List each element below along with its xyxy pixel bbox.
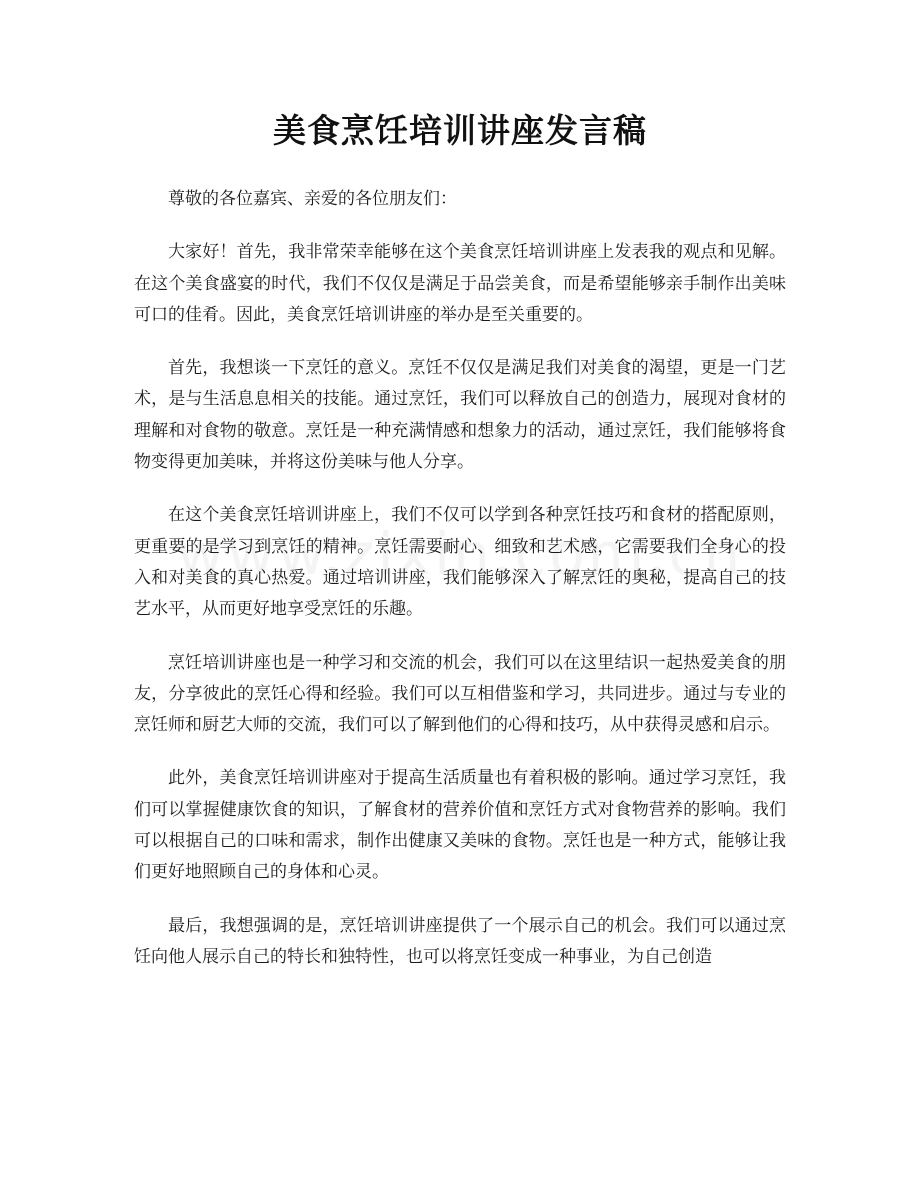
body-paragraph: 在这个美食烹饪培训讲座上，我们不仅可以学到各种烹饪技巧和食材的搭配原则，更重要的是学习到烹饪的精神。烹饪需要耐心、细致和艺术感，它需要我们全身心的投入和对美食的真心热爱。通过培训讲座，我们能够深入了解烹饪的奥秘，提高自己的技艺水平，从而更好地享受烹饪的乐趣。 xyxy=(134,505,786,620)
body-paragraph: 此外，美食烹饪培训讲座对于提高生活质量也有着积极的影响。通过学习烹饪，我们可以掌握健康饮食的知识，了解食材的营养价值和烹饪方式对食物营养的影响。我们可以根据自己的口味和需求，制作出健康又美味的食物。烹饪也是一种方式，能够让我们更好地照顾自己的身体和心灵。 xyxy=(134,768,786,883)
salutation-paragraph: 尊敬的各位嘉宾、亲爱的各位朋友们： xyxy=(168,189,457,209)
document-title: 美食烹饪培训讲座发言稿 xyxy=(273,111,647,150)
body-paragraph: 大家好！首先，我非常荣幸能够在这个美食烹饪培训讲座上发表我的观点和见解。在这个美食盛宴的时代，我们不仅仅是满足于品尝美食，而是希望能够亲手制作出美味可口的佳肴。因此，美食烹饪培训讲座的举办是至关重要的。 xyxy=(134,242,786,325)
body-paragraph: 烹饪培训讲座也是一种学习和交流的机会，我们可以在这里结识一起热爱美食的朋友，分享彼此的烹饪心得和经验。我们可以互相借鉴和学习，共同进步。通过与专业的烹饪师和厨艺大师的交流，我们可以了解到他们的心得和技巧，从中获得灵感和启示。 xyxy=(134,652,786,736)
body-paragraph: 最后，我想强调的是，烹饪培训讲座提供了一个展示自己的机会。我们可以通过烹饪向他人展示自己的特长和独特性，也可以将烹饪变成一种事业，为自己创造 xyxy=(134,915,786,967)
body-paragraph: 首先，我想谈一下烹饪的意义。烹饪不仅仅是满足我们对美食的渴望，更是一门艺术，是与生活息息相关的技能。通过烹饪，我们可以释放自己的创造力，展现对食材的理解和对食物的敬意。烹饪是一种充满情感和想象力的活动，通过烹饪，我们能够将食物变得更加美味，并将这份美味与他人分享。 xyxy=(134,358,786,473)
document-body xyxy=(134,184,786,973)
